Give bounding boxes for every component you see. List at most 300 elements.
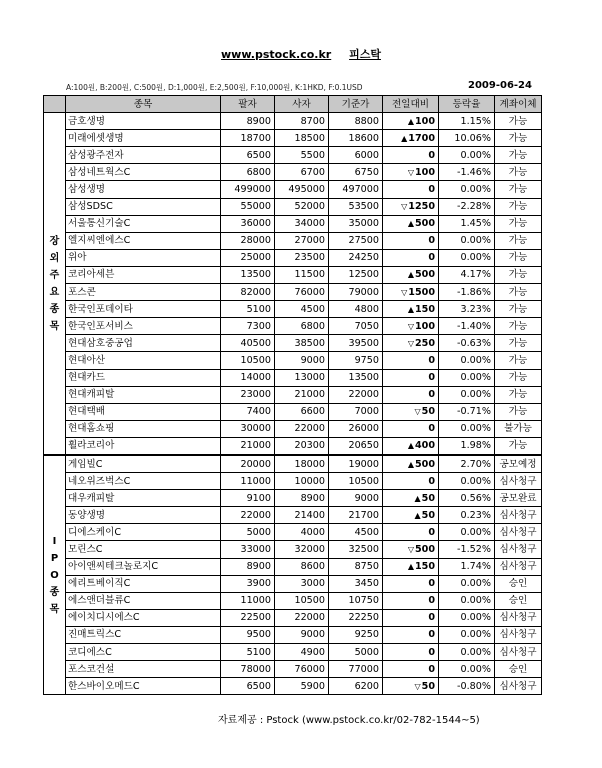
change-rate-cell [439, 284, 495, 301]
change-cell [383, 420, 439, 437]
change-rate-cell-text: 0.23% [460, 509, 491, 521]
table-header-row [44, 96, 542, 113]
table-row [44, 318, 542, 335]
stock-name-cell-text: 현대삼호중공업 [68, 337, 133, 349]
transfer-status-cell-text: 가능 [508, 303, 528, 315]
stock-name-cell-text: 엘지씨엔에스C [68, 235, 131, 247]
triangle-up-icon: ▲ [407, 219, 414, 229]
buy-price-cell [275, 558, 329, 575]
col-header-rate: 등락율 [439, 96, 495, 113]
buy-price-cell [275, 644, 329, 661]
buy-price-cell [275, 130, 329, 147]
sell-price-cell [221, 609, 275, 626]
base-price-cell [329, 249, 383, 266]
change-cell [383, 609, 439, 626]
stock-name-cell [66, 301, 221, 318]
sell-price-cell [221, 437, 275, 455]
transfer-status-cell [495, 437, 542, 455]
sell-price-cell [221, 524, 275, 541]
report-date: 2009-06-24 [468, 80, 532, 91]
base-price-cell [329, 335, 383, 352]
base-price-cell-text: 10750 [348, 595, 379, 607]
sell-price-cell [221, 455, 275, 473]
stock-name-cell-text: 한국인포서비스 [68, 320, 133, 332]
table-row [44, 644, 542, 661]
sell-price-cell [221, 369, 275, 386]
change-rate-cell-text: 0.00% [460, 235, 491, 247]
buy-price-cell-text: 495000 [288, 184, 325, 196]
transfer-status-cell-text: 가능 [508, 218, 528, 230]
stock-name-cell-text: 미래에셋생명 [68, 132, 124, 144]
change-rate-cell-text: -0.80% [457, 680, 491, 692]
buy-price-cell-text: 5900 [300, 680, 325, 692]
base-price-cell-text: 22250 [348, 612, 379, 624]
table-row [44, 592, 542, 609]
base-price-cell-text: 4500 [354, 526, 379, 538]
change-rate-cell-text: 2.70% [460, 458, 491, 470]
base-price-cell-text: 79000 [348, 286, 379, 298]
sell-price-cell-text: 28000 [240, 235, 271, 247]
base-price-cell [329, 369, 383, 386]
base-price-cell-text: 9750 [354, 354, 379, 366]
stock-name-cell-text: 현대홈쇼핑 [68, 423, 115, 435]
sell-price-cell [221, 266, 275, 283]
change-cell-text: 0 [428, 354, 435, 366]
sell-price-cell-text: 3900 [246, 578, 271, 590]
buy-price-cell-text: 5500 [300, 149, 325, 161]
sell-price-cell [221, 592, 275, 609]
transfer-status-cell-text: 승인 [508, 663, 528, 675]
change-cell-text: 1250 [408, 201, 435, 213]
base-price-cell [329, 284, 383, 301]
change-rate-cell-text: 3.23% [460, 303, 491, 315]
transfer-status-cell [495, 215, 542, 232]
buy-price-cell-text: 20300 [294, 440, 325, 452]
stock-name-cell [66, 420, 221, 437]
stock-name-cell-text: 현대캐피탈 [68, 389, 115, 401]
change-rate-cell [439, 524, 495, 541]
transfer-status-cell [495, 558, 542, 575]
stock-name-cell [66, 130, 221, 147]
stock-name-cell [66, 490, 221, 507]
base-price-cell [329, 473, 383, 490]
table-row [44, 301, 542, 318]
change-rate-cell-text: -0.71% [457, 406, 491, 418]
base-price-cell-text: 21700 [348, 509, 379, 521]
buy-price-cell [275, 232, 329, 249]
change-cell [383, 678, 439, 695]
transfer-status-cell-text: 가능 [508, 269, 528, 281]
change-rate-cell-text: 4.17% [460, 269, 491, 281]
base-price-cell-text: 3450 [354, 578, 379, 590]
stock-name-cell [66, 609, 221, 626]
base-price-cell [329, 609, 383, 626]
buy-price-cell [275, 575, 329, 592]
sell-price-cell-text: 13500 [240, 269, 271, 281]
sell-price-cell-text: 33000 [240, 543, 271, 555]
change-cell-text: 500 [414, 458, 435, 470]
stock-name-cell-text: 디에스케이C [68, 526, 122, 538]
sell-price-cell [221, 164, 275, 181]
change-cell-text: 0 [428, 629, 435, 641]
change-cell [383, 541, 439, 558]
sell-price-cell [221, 113, 275, 130]
buy-price-cell-text: 22000 [294, 612, 325, 624]
transfer-status-cell [495, 147, 542, 164]
triangle-up-icon: ▲ [407, 562, 414, 572]
stock-name-cell-text: 네오위즈벅스C [68, 475, 131, 487]
sell-price-cell [221, 541, 275, 558]
stock-name-cell-text: 모린스C [68, 543, 103, 555]
buy-price-cell-text: 76000 [294, 663, 325, 675]
buy-price-cell [275, 266, 329, 283]
base-price-cell [329, 403, 383, 420]
change-cell [383, 403, 439, 420]
buy-price-cell [275, 215, 329, 232]
base-price-cell-text: 9000 [354, 492, 379, 504]
transfer-status-cell [495, 301, 542, 318]
buy-price-cell-text: 8700 [300, 115, 325, 127]
change-cell-text: 1500 [408, 286, 435, 298]
change-rate-cell [439, 369, 495, 386]
base-price-cell [329, 592, 383, 609]
transfer-status-cell-text: 가능 [508, 406, 528, 418]
change-cell-text: 100 [414, 166, 435, 178]
base-price-cell-text: 53500 [348, 201, 379, 213]
change-cell-text: 0 [428, 252, 435, 264]
change-rate-cell [439, 215, 495, 232]
transfer-status-cell [495, 609, 542, 626]
change-rate-cell [439, 249, 495, 266]
stock-name-cell [66, 318, 221, 335]
change-cell-text: 0 [428, 389, 435, 401]
transfer-status-cell-text: 가능 [508, 389, 528, 401]
change-rate-cell [439, 403, 495, 420]
change-cell-text: 50 [421, 492, 435, 504]
change-rate-cell-text: -1.46% [457, 166, 491, 178]
stock-name-cell-text: 대우캐피탈 [68, 492, 115, 504]
change-cell [383, 318, 439, 335]
base-price-cell-text: 6750 [354, 166, 379, 178]
sell-price-cell-text: 23000 [240, 389, 271, 401]
stock-name-cell [66, 198, 221, 215]
table-row [44, 507, 542, 524]
buy-price-cell [275, 455, 329, 473]
change-cell-text: 500 [414, 543, 435, 555]
col-header-base: 기준가 [329, 96, 383, 113]
change-cell [383, 644, 439, 661]
site-name: 피스탁 [349, 48, 381, 61]
table-row [44, 541, 542, 558]
stock-name-cell [66, 335, 221, 352]
sell-price-cell-text: 21000 [240, 440, 271, 452]
change-cell-text: 50 [421, 509, 435, 521]
sell-price-cell [221, 215, 275, 232]
transfer-status-cell-text: 심사청구 [499, 680, 537, 692]
base-price-cell-text: 5000 [354, 646, 379, 658]
transfer-status-cell-text: 심사청구 [499, 629, 537, 641]
base-price-cell [329, 147, 383, 164]
change-rate-cell-text: 0.00% [460, 595, 491, 607]
buy-price-cell-text: 6700 [300, 166, 325, 178]
sell-price-cell [221, 284, 275, 301]
change-cell [383, 507, 439, 524]
transfer-status-cell-text: 가능 [508, 372, 528, 384]
transfer-status-cell-text: 심사청구 [499, 475, 537, 487]
table-row [44, 473, 542, 490]
triangle-down-icon: ▽ [407, 338, 414, 348]
table-row [44, 335, 542, 352]
base-price-cell-text: 19000 [348, 458, 379, 470]
change-rate-cell [439, 592, 495, 609]
triangle-down-icon: ▽ [414, 407, 421, 417]
transfer-status-cell [495, 335, 542, 352]
buy-price-cell-text: 8900 [300, 492, 325, 504]
base-price-cell-text: 24250 [348, 252, 379, 264]
change-rate-cell [439, 609, 495, 626]
sell-price-cell-text: 5000 [246, 526, 271, 538]
change-cell-text: 0 [428, 372, 435, 384]
base-price-cell [329, 661, 383, 678]
change-cell-text: 0 [428, 184, 435, 196]
triangle-up-icon: ▲ [414, 510, 421, 520]
sell-price-cell-text: 9500 [246, 629, 271, 641]
base-price-cell [329, 232, 383, 249]
stock-name-cell [66, 369, 221, 386]
transfer-status-cell [495, 541, 542, 558]
change-rate-cell [439, 558, 495, 575]
buy-price-cell [275, 181, 329, 198]
change-cell-text: 150 [414, 303, 435, 315]
change-rate-cell [439, 507, 495, 524]
change-rate-cell-text: 0.00% [460, 646, 491, 658]
buy-price-cell-text: 32000 [294, 543, 325, 555]
sell-price-cell-text: 7400 [246, 406, 271, 418]
sell-price-cell-text: 8900 [246, 115, 271, 127]
transfer-status-cell-text: 가능 [508, 320, 528, 332]
stock-name-cell-text: 코리아세븐 [68, 269, 115, 281]
stock-name-cell-text: 동양생명 [68, 509, 106, 521]
sell-price-cell-text: 11000 [240, 475, 271, 487]
stock-name-cell [66, 249, 221, 266]
base-price-cell-text: 9250 [354, 629, 379, 641]
base-price-cell [329, 490, 383, 507]
base-price-cell-text: 39500 [348, 337, 379, 349]
base-price-cell-text: 32500 [348, 543, 379, 555]
change-rate-cell-text: -1.40% [457, 320, 491, 332]
sell-price-cell [221, 661, 275, 678]
group-label-otc: 장 외 주 요 종 목 [44, 113, 66, 455]
buy-price-cell-text: 38500 [294, 337, 325, 349]
stock-name-cell [66, 352, 221, 369]
sell-price-cell [221, 403, 275, 420]
buy-price-cell-text: 18500 [294, 132, 325, 144]
transfer-status-cell [495, 490, 542, 507]
change-cell-text: 0 [428, 423, 435, 435]
buy-price-cell [275, 164, 329, 181]
transfer-status-cell [495, 318, 542, 335]
change-cell-text: 0 [428, 475, 435, 487]
transfer-status-cell-text: 가능 [508, 440, 528, 452]
table-row [44, 403, 542, 420]
transfer-status-cell [495, 181, 542, 198]
base-price-cell [329, 318, 383, 335]
base-price-cell-text: 13500 [348, 372, 379, 384]
triangle-up-icon: ▲ [407, 270, 414, 280]
change-rate-cell [439, 575, 495, 592]
change-cell [383, 147, 439, 164]
stock-name-cell [66, 181, 221, 198]
change-cell [383, 455, 439, 473]
change-cell-text: 1700 [408, 132, 435, 144]
sell-price-cell [221, 473, 275, 490]
transfer-status-cell [495, 369, 542, 386]
change-rate-cell [439, 661, 495, 678]
stock-name-cell [66, 437, 221, 455]
buy-price-cell-text: 22000 [294, 423, 325, 435]
table-row [44, 284, 542, 301]
buy-price-cell [275, 507, 329, 524]
triangle-up-icon: ▲ [401, 133, 408, 143]
triangle-down-icon: ▽ [401, 287, 408, 297]
table-row [44, 164, 542, 181]
base-price-cell-text: 26000 [348, 423, 379, 435]
sell-price-cell [221, 507, 275, 524]
sell-price-cell [221, 626, 275, 643]
stock-name-cell-text: 금호생명 [68, 115, 106, 127]
transfer-status-cell [495, 164, 542, 181]
buy-price-cell-text: 10500 [294, 595, 325, 607]
change-cell-text: 0 [428, 578, 435, 590]
stock-name-cell [66, 455, 221, 473]
change-rate-cell [439, 335, 495, 352]
change-rate-cell [439, 147, 495, 164]
corner-cell [44, 96, 66, 113]
transfer-status-cell-text: 승인 [508, 595, 528, 607]
stock-name-cell-text: 위아 [68, 252, 87, 264]
sell-price-cell-text: 9100 [246, 492, 271, 504]
sell-price-cell-text: 82000 [240, 286, 271, 298]
change-cell [383, 626, 439, 643]
stock-name-cell [66, 678, 221, 695]
transfer-status-cell-text: 가능 [508, 235, 528, 247]
change-rate-cell-text: 0.00% [460, 475, 491, 487]
buy-price-cell-text: 10000 [294, 475, 325, 487]
change-cell-text: 50 [421, 406, 435, 418]
stock-name-cell [66, 558, 221, 575]
sell-price-cell-text: 14000 [240, 372, 271, 384]
sell-price-cell-text: 22500 [240, 612, 271, 624]
table-row [44, 369, 542, 386]
transfer-status-cell-text: 가능 [508, 166, 528, 178]
base-price-cell [329, 507, 383, 524]
col-header-name: 종목 [66, 96, 221, 113]
change-cell-text: 100 [414, 115, 435, 127]
stock-name-cell [66, 644, 221, 661]
base-price-cell [329, 558, 383, 575]
table-row [44, 661, 542, 678]
stock-name-cell-text: 휠라코리아 [68, 440, 115, 452]
table-row [44, 386, 542, 403]
transfer-status-cell-text: 가능 [508, 337, 528, 349]
col-header-sell: 팔자 [221, 96, 275, 113]
change-cell-text: 500 [414, 218, 435, 230]
sell-price-cell-text: 6500 [246, 680, 271, 692]
site-url[interactable]: www.pstock.co.kr [221, 48, 332, 61]
buy-price-cell-text: 8600 [300, 561, 325, 573]
base-price-cell [329, 215, 383, 232]
stock-name-cell-text: 현대아산 [68, 354, 106, 366]
col-header-transfer: 계좌이체 [495, 96, 542, 113]
base-price-cell [329, 420, 383, 437]
stock-name-cell [66, 541, 221, 558]
base-price-cell [329, 575, 383, 592]
stock-name-cell [66, 113, 221, 130]
buy-price-cell [275, 198, 329, 215]
buy-price-cell-text: 13000 [294, 372, 325, 384]
transfer-status-cell [495, 661, 542, 678]
sell-price-cell [221, 130, 275, 147]
stock-name-cell-text: 에리트베이직C [68, 578, 131, 590]
stock-name-cell [66, 507, 221, 524]
change-rate-cell-text: 0.00% [460, 184, 491, 196]
buy-price-cell [275, 318, 329, 335]
base-price-cell [329, 266, 383, 283]
change-cell [383, 198, 439, 215]
stock-name-cell [66, 575, 221, 592]
change-rate-cell-text: 0.00% [460, 612, 491, 624]
transfer-status-cell-text: 심사청구 [499, 543, 537, 555]
change-rate-cell [439, 164, 495, 181]
buy-price-cell-text: 3000 [300, 578, 325, 590]
change-rate-cell-text: -0.63% [457, 337, 491, 349]
buy-price-cell-text: 21400 [294, 509, 325, 521]
change-rate-cell-text: 0.00% [460, 663, 491, 675]
table-row [44, 575, 542, 592]
transfer-status-cell-text: 승인 [508, 578, 528, 590]
stock-name-cell [66, 215, 221, 232]
buy-price-cell [275, 626, 329, 643]
buy-price-cell [275, 437, 329, 455]
base-price-cell-text: 7050 [354, 320, 379, 332]
stock-name-cell [66, 592, 221, 609]
change-cell [383, 490, 439, 507]
change-cell [383, 181, 439, 198]
change-rate-cell-text: 0.56% [460, 492, 491, 504]
stock-name-cell-text: 에이치디시에스C [68, 612, 140, 624]
sell-price-cell [221, 644, 275, 661]
change-rate-cell [439, 541, 495, 558]
change-rate-cell-text: 0.00% [460, 629, 491, 641]
sell-price-cell [221, 232, 275, 249]
change-rate-cell [439, 266, 495, 283]
buy-price-cell [275, 301, 329, 318]
buy-price-cell-text: 4900 [300, 646, 325, 658]
change-cell [383, 524, 439, 541]
change-rate-cell [439, 301, 495, 318]
change-rate-cell-text: 0.00% [460, 372, 491, 384]
buy-price-cell-text: 18000 [294, 458, 325, 470]
stock-name-cell-text: 서울통신기술C [68, 218, 131, 230]
base-price-cell [329, 524, 383, 541]
buy-price-cell-text: 4500 [300, 303, 325, 315]
sell-price-cell-text: 7300 [246, 320, 271, 332]
sell-price-cell-text: 55000 [240, 201, 271, 213]
sell-price-cell-text: 5100 [246, 303, 271, 315]
stock-name-cell [66, 284, 221, 301]
table-row [44, 130, 542, 147]
transfer-status-cell-text: 가능 [508, 286, 528, 298]
